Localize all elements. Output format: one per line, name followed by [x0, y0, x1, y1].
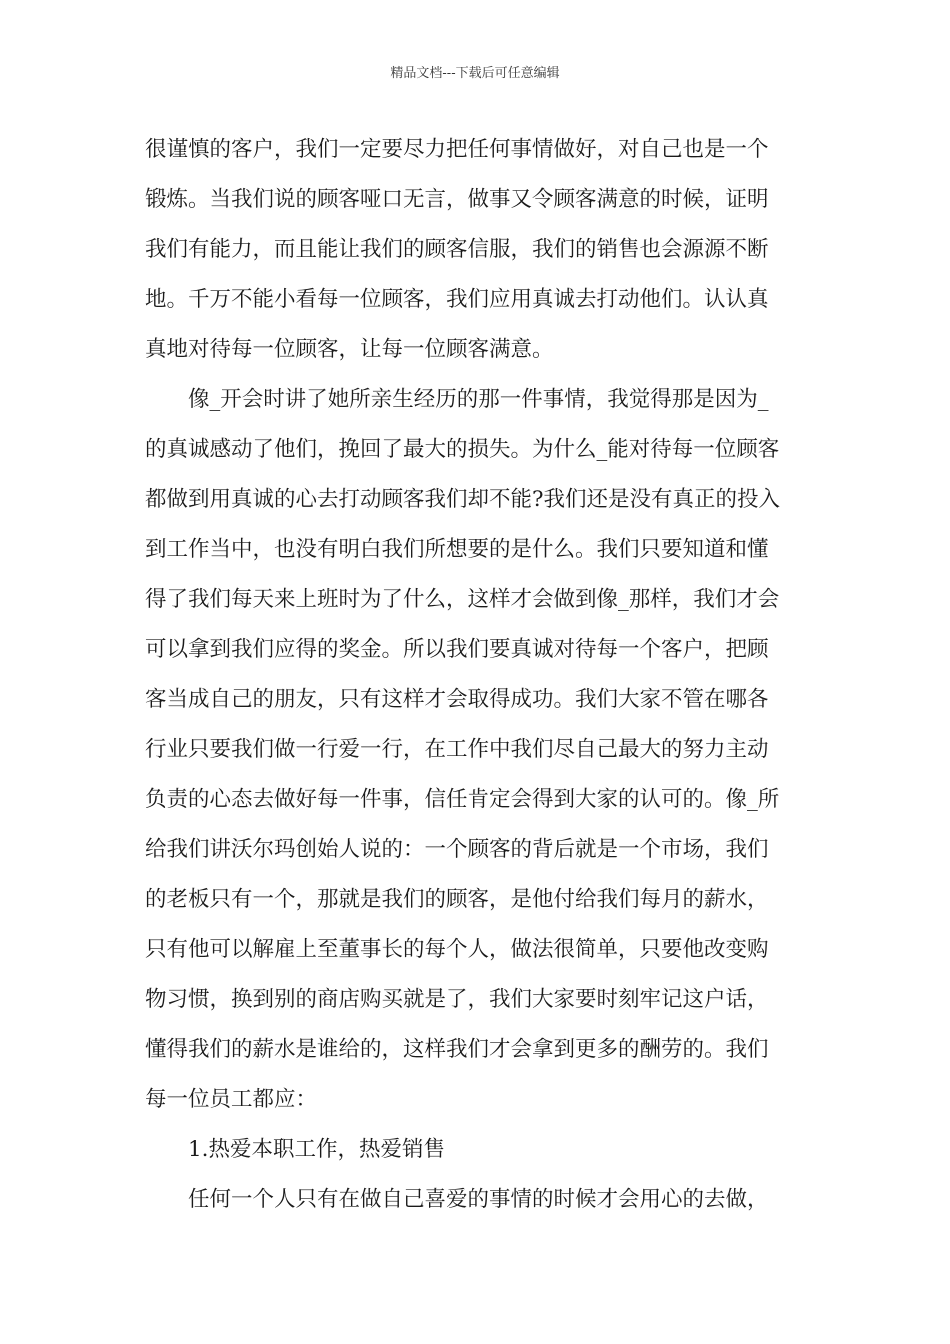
text-line: 可以拿到我们应得的奖金。所以我们要真诚对待每一个客户，把顾: [145, 637, 769, 662]
text-line: 地。千万不能小看每一位顾客，我们应用真诚去打动他们。认认真: [145, 287, 769, 312]
text-line: 的老板只有一个，那就是我们的顾客，是他付给我们每月的薪水，: [145, 887, 769, 912]
text-line: 懂得我们的薪水是谁给的，这样我们才会拿到更多的酬劳的。我们: [145, 1037, 769, 1062]
text-line: 行业只要我们做一行爱一行，在工作中我们尽自己最大的努力主动: [145, 737, 769, 762]
page-header: 精品文档---下载后可任意编辑: [390, 66, 560, 81]
text-line: 只有他可以解雇上至董事长的每个人，做法很简单，只要他改变购: [145, 937, 769, 962]
text-line: 我们有能力，而且能让我们的顾客信服，我们的销售也会源源不断: [145, 237, 769, 262]
text-line: 很谨慎的客户，我们一定要尽力把任何事情做好，对自己也是一个: [145, 137, 769, 162]
text-line: 每一位员工都应：: [145, 1087, 318, 1112]
text-line: 都做到用真诚的心去打动顾客我们却不能?我们还是没有真正的投入: [145, 487, 781, 512]
section-heading: 1.热爱本职工作，热爱销售: [188, 1137, 446, 1162]
text-line: 锻炼。当我们说的顾客哑口无言，做事又令顾客满意的时候，证明: [145, 187, 769, 212]
text-line: 真地对待每一位顾客，让每一位顾客满意。: [145, 337, 554, 362]
text-line: 客当成自己的朋友，只有这样才会取得成功。我们大家不管在哪各: [145, 687, 769, 712]
text-line: 的真诚感动了他们，挽回了最大的损失。为什么_能对待每一位顾客: [145, 437, 780, 462]
text-line: 得了我们每天来上班时为了什么，这样才会做到像_那样，我们才会: [145, 587, 780, 612]
paragraph-first-line: 像_开会时讲了她所亲生经历的那一件事情，我觉得那是因为_: [188, 387, 769, 412]
text-line: 物习惯，换到别的商店购买就是了，我们大家要时刻牢记这户话，: [145, 987, 769, 1012]
text-line: 给我们讲沃尔玛创始人说的：一个顾客的背后就是一个市场，我们: [145, 837, 769, 862]
text-line: 负责的心态去做好每一件事，信任肯定会得到大家的认可的。像_所: [145, 787, 780, 812]
paragraph-first-line: 任何一个人只有在做自己喜爱的事情的时候才会用心的去做，: [188, 1187, 769, 1212]
text-line: 到工作当中，也没有明白我们所想要的是什么。我们只要知道和懂: [145, 537, 769, 562]
